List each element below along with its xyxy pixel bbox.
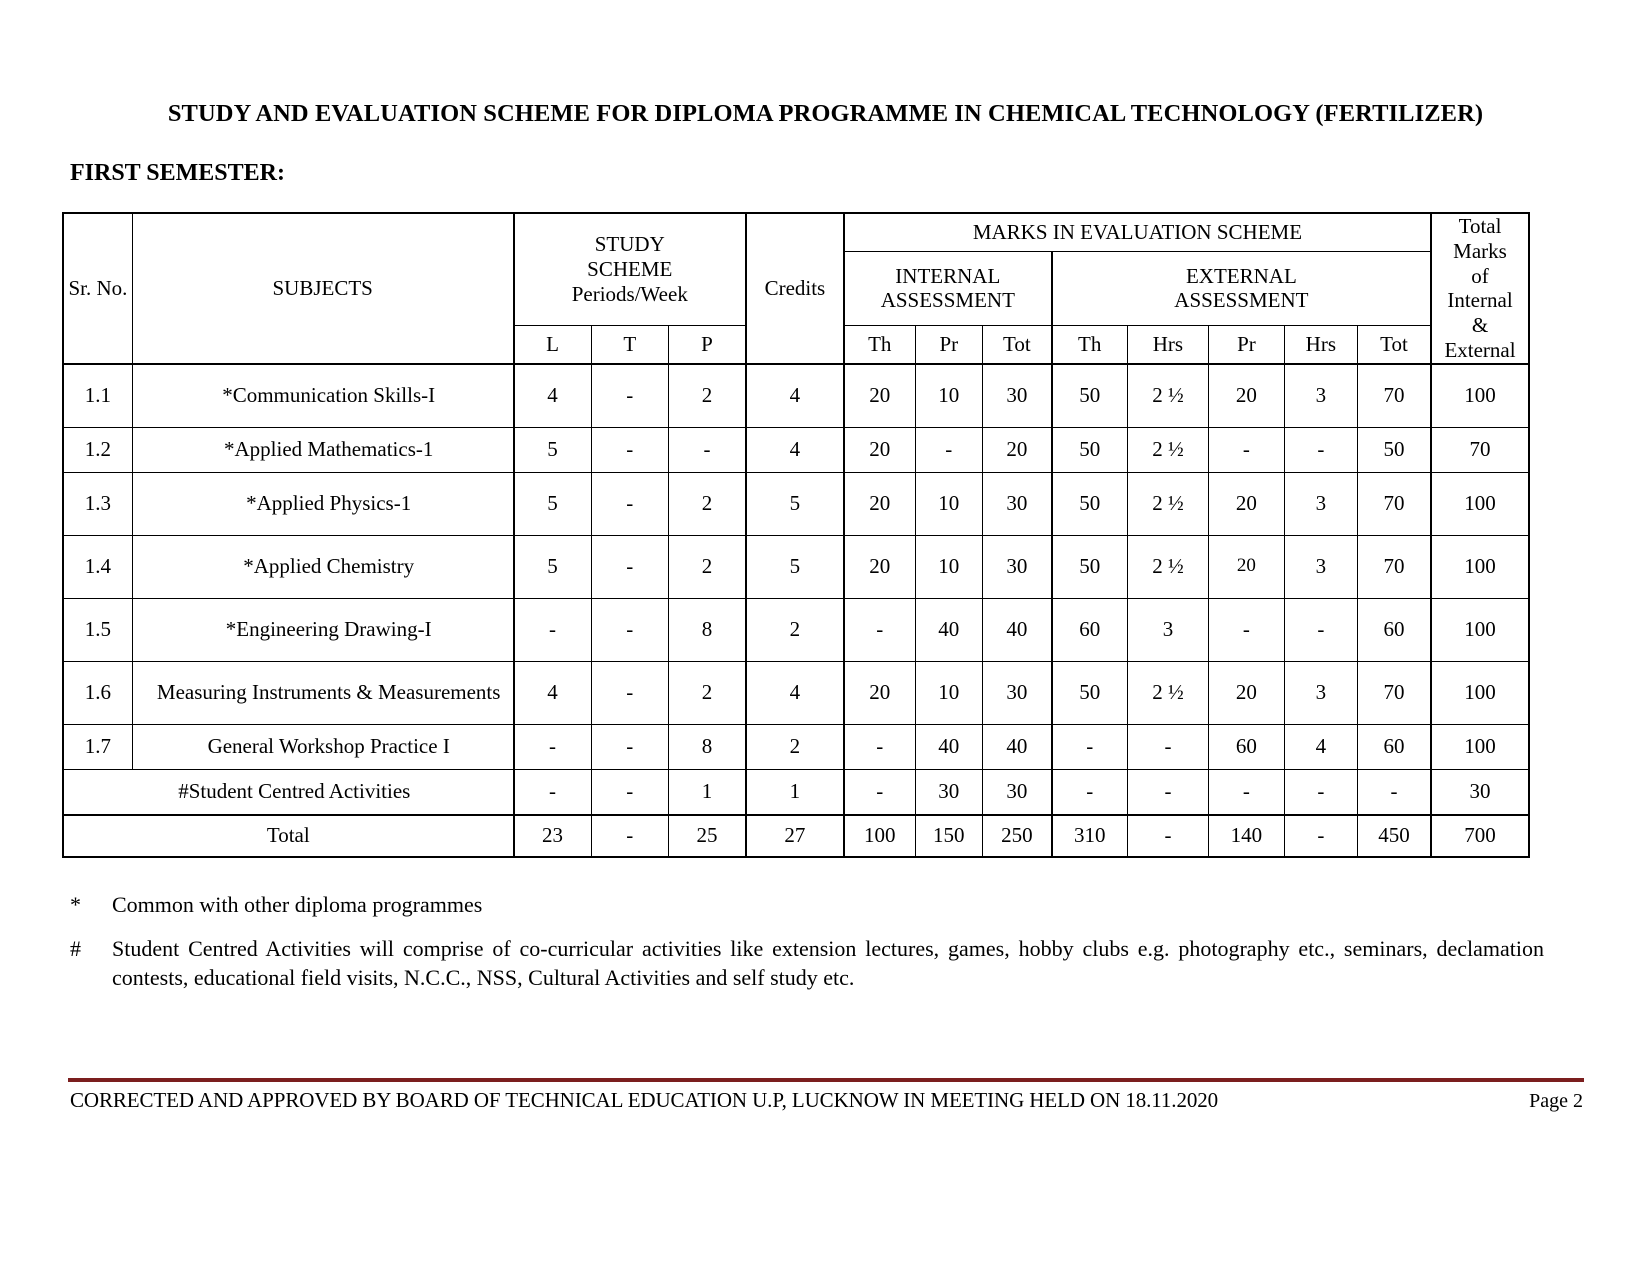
- cell-subject: #Student Centred Activities: [63, 769, 514, 815]
- header-credits: Credits: [746, 213, 844, 364]
- cell-credits: 1: [746, 769, 844, 815]
- cell-subject: *Applied Mathematics-1: [132, 427, 513, 472]
- cell-external-pr: -: [1209, 769, 1284, 815]
- cell-sr-no: 1.2: [63, 427, 132, 472]
- cell-credits: 4: [746, 427, 844, 472]
- cell-internal-pr: 40: [915, 724, 982, 769]
- header-periods-T: T: [591, 325, 668, 363]
- footnote-asterisk-marker: *: [70, 892, 81, 917]
- cell-external-tot: 70: [1358, 364, 1431, 428]
- cell-internal-pr: 30: [915, 769, 982, 815]
- header-periods-P: P: [669, 325, 746, 363]
- cell-periods-L: 5: [514, 472, 591, 535]
- total-row: [63, 815, 1529, 857]
- cell-subject: *Engineering Drawing-I: [132, 598, 513, 661]
- cell-internal-tot: 30: [982, 535, 1051, 598]
- cell-periods-T: -: [591, 661, 668, 724]
- header-sr-no: Sr. No.: [63, 213, 132, 364]
- cell-internal-th: 20: [844, 535, 915, 598]
- cell-periods-L: 5: [514, 427, 591, 472]
- cell-internal-tot: 40: [982, 598, 1051, 661]
- cell-sr-no: 1.1: [63, 364, 132, 428]
- page-title: STUDY AND EVALUATION SCHEME FOR DIPLOMA PROGRAMME IN CHEMICAL TECHNOLOGY (FERTILIZER): [167, 100, 1484, 127]
- cell-sr-no: 1.5: [63, 598, 132, 661]
- cell-external-hrs-1: 3: [1127, 598, 1209, 661]
- cell-external-tot: 60: [1358, 598, 1431, 661]
- cell-sr-no: 1.6: [63, 661, 132, 724]
- cell-internal-tot: 30: [982, 364, 1051, 428]
- table-row: [63, 535, 1529, 598]
- footnote-hash-marker: #: [70, 936, 81, 961]
- cell-credits: 2: [746, 598, 844, 661]
- footnote-hash: [70, 934, 1552, 993]
- table-row: [63, 472, 1529, 535]
- cell-total-marks: 100: [1431, 661, 1529, 724]
- cell-total-marks: 700: [1431, 815, 1529, 857]
- cell-external-tot: 70: [1358, 661, 1431, 724]
- cell-total-label: Total: [63, 815, 514, 857]
- cell-credits: 5: [746, 535, 844, 598]
- cell-periods-T: -: [591, 535, 668, 598]
- cell-internal-pr: 40: [915, 598, 982, 661]
- header-row-1: [63, 213, 1529, 251]
- cell-internal-th: -: [844, 724, 915, 769]
- cell-external-pr: 20: [1209, 364, 1284, 428]
- header-internal-pr: Pr: [915, 325, 982, 363]
- cell-internal-tot: 30: [982, 769, 1051, 815]
- header-external-tot: Tot: [1358, 325, 1431, 363]
- cell-subject: *Applied Physics-1: [132, 472, 513, 535]
- footer-divider: [68, 1078, 1584, 1082]
- cell-periods-P: 2: [669, 472, 746, 535]
- table-row: [63, 724, 1529, 769]
- cell-external-th: 50: [1052, 427, 1127, 472]
- cell-periods-L: -: [514, 598, 591, 661]
- cell-internal-th: -: [844, 769, 915, 815]
- cell-external-pr: 20: [1209, 661, 1284, 724]
- cell-periods-L: 4: [514, 364, 591, 428]
- cell-periods-L: -: [514, 724, 591, 769]
- cell-total-periods-T: -: [591, 815, 668, 857]
- cell-external-th: 50: [1052, 472, 1127, 535]
- cell-external-hrs-1: -: [1127, 769, 1209, 815]
- cell-periods-L: 4: [514, 661, 591, 724]
- semester-heading: FIRST SEMESTER:: [70, 160, 285, 186]
- cell-credits: 4: [746, 661, 844, 724]
- cell-total-marks: 100: [1431, 598, 1529, 661]
- cell-external-hrs-1: 2 ½: [1127, 472, 1209, 535]
- footnote-hash-text: Student Centred Activities will comprise of co-curricular activities like extension lectures, games, hobby clubs e.g. photography etc., seminars, declamation contests, educational field visits, N.C.C., NSS, Cultural Activities and self study etc.: [112, 936, 1544, 991]
- cell-periods-T: -: [591, 427, 668, 472]
- cell-periods-T: -: [591, 724, 668, 769]
- cell-total-marks: 100: [1431, 724, 1529, 769]
- table-body: [63, 364, 1529, 857]
- cell-sr-no: 1.4: [63, 535, 132, 598]
- cell-external-pr: -: [1209, 427, 1284, 472]
- cell-external-pr: 20: [1209, 472, 1284, 535]
- cell-periods-T: -: [591, 769, 668, 815]
- cell-sr-no: 1.7: [63, 724, 132, 769]
- header-internal-th: Th: [844, 325, 915, 363]
- cell-external-hrs-1: 2 ½: [1127, 661, 1209, 724]
- cell-internal-pr: 10: [915, 364, 982, 428]
- cell-external-hrs-2: -: [1284, 769, 1357, 815]
- cell-external-hrs-2: 3: [1284, 661, 1357, 724]
- footnote-asterisk: [70, 890, 1550, 919]
- cell-subject: Measuring Instruments & Measurements: [132, 661, 513, 724]
- cell-internal-pr: 10: [915, 472, 982, 535]
- cell-periods-L: 5: [514, 535, 591, 598]
- cell-external-hrs-1: 2 ½: [1127, 427, 1209, 472]
- cell-total-external-pr: 140: [1209, 815, 1284, 857]
- cell-external-th: -: [1052, 724, 1127, 769]
- cell-internal-th: -: [844, 598, 915, 661]
- cell-internal-tot: 40: [982, 724, 1051, 769]
- table-row: [63, 427, 1529, 472]
- cell-total-internal-tot: 250: [982, 815, 1051, 857]
- header-internal-assessment: INTERNAL ASSESSMENT: [844, 251, 1052, 325]
- cell-total-periods-L: 23: [514, 815, 591, 857]
- cell-total-marks: 70: [1431, 427, 1529, 472]
- table-header: [63, 213, 1529, 364]
- cell-external-hrs-2: 4: [1284, 724, 1357, 769]
- cell-external-pr: 60: [1209, 724, 1284, 769]
- footer-approval-text: CORRECTED AND APPROVED BY BOARD OF TECHNICAL EDUCATION U.P, LUCKNOW IN MEETING HELD ON 18.11.2020: [70, 1088, 1219, 1112]
- cell-internal-tot: 30: [982, 472, 1051, 535]
- cell-external-th: 50: [1052, 364, 1127, 428]
- header-periods-L: L: [514, 325, 591, 363]
- cell-external-tot: 60: [1358, 724, 1431, 769]
- cell-periods-T: -: [591, 364, 668, 428]
- cell-external-th: 50: [1052, 535, 1127, 598]
- cell-internal-pr: 10: [915, 661, 982, 724]
- cell-internal-pr: -: [915, 427, 982, 472]
- cell-periods-P: 8: [669, 724, 746, 769]
- cell-subject: *Communication Skills-I: [132, 364, 513, 428]
- cell-total-external-tot: 450: [1358, 815, 1431, 857]
- cell-internal-th: 20: [844, 472, 915, 535]
- cell-total-external-hrs-1: -: [1127, 815, 1209, 857]
- cell-credits: 4: [746, 364, 844, 428]
- cell-total-credits: 27: [746, 815, 844, 857]
- cell-internal-th: 20: [844, 364, 915, 428]
- cell-external-tot: 50: [1358, 427, 1431, 472]
- cell-external-th: 50: [1052, 661, 1127, 724]
- header-external-assessment: EXTERNAL ASSESSMENT: [1052, 251, 1431, 325]
- header-external-hrs-2: Hrs: [1284, 325, 1357, 363]
- cell-total-external-hrs-2: -: [1284, 815, 1357, 857]
- cell-periods-P: 2: [669, 661, 746, 724]
- cell-total-periods-P: 25: [669, 815, 746, 857]
- cell-total-external-th: 310: [1052, 815, 1127, 857]
- cell-periods-P: 1: [669, 769, 746, 815]
- footer-page-number: Page 2: [1529, 1090, 1583, 1112]
- header-total-marks: Total Marks of Internal & External: [1431, 213, 1529, 364]
- table-row: [63, 598, 1529, 661]
- cell-external-tot: 70: [1358, 472, 1431, 535]
- student-centred-activities-row: [63, 769, 1529, 815]
- cell-external-hrs-2: -: [1284, 598, 1357, 661]
- cell-total-internal-pr: 150: [915, 815, 982, 857]
- header-study-scheme: STUDY SCHEME Periods/Week: [514, 213, 746, 325]
- cell-subject: *Applied Chemistry: [132, 535, 513, 598]
- cell-total-internal-th: 100: [844, 815, 915, 857]
- header-internal-tot: Tot: [982, 325, 1051, 363]
- cell-sr-no: 1.3: [63, 472, 132, 535]
- cell-external-th: 60: [1052, 598, 1127, 661]
- table-row: [63, 661, 1529, 724]
- cell-external-hrs-1: 2 ½: [1127, 535, 1209, 598]
- cell-external-pr: -: [1209, 598, 1284, 661]
- cell-external-hrs-2: 3: [1284, 364, 1357, 428]
- header-subjects: SUBJECTS: [132, 213, 513, 364]
- cell-subject: General Workshop Practice I: [132, 724, 513, 769]
- cell-periods-T: -: [591, 472, 668, 535]
- cell-internal-tot: 30: [982, 661, 1051, 724]
- cell-internal-pr: 10: [915, 535, 982, 598]
- header-external-hrs-1: Hrs: [1127, 325, 1209, 363]
- cell-periods-P: 2: [669, 535, 746, 598]
- cell-external-tot: -: [1358, 769, 1431, 815]
- cell-external-tot: 70: [1358, 535, 1431, 598]
- cell-total-marks: 100: [1431, 535, 1529, 598]
- cell-external-hrs-2: 3: [1284, 472, 1357, 535]
- cell-external-hrs-2: -: [1284, 427, 1357, 472]
- cell-external-hrs-1: -: [1127, 724, 1209, 769]
- cell-periods-P: 8: [669, 598, 746, 661]
- cell-periods-P: -: [669, 427, 746, 472]
- cell-credits: 2: [746, 724, 844, 769]
- cell-credits: 5: [746, 472, 844, 535]
- cell-periods-L: -: [514, 769, 591, 815]
- cell-periods-P: 2: [669, 364, 746, 428]
- cell-internal-tot: 20: [982, 427, 1051, 472]
- cell-external-th: -: [1052, 769, 1127, 815]
- cell-external-pr: 20: [1209, 535, 1284, 598]
- header-marks-in-evaluation-scheme: MARKS IN EVALUATION SCHEME: [844, 213, 1431, 251]
- cell-total-marks: 100: [1431, 364, 1529, 428]
- cell-internal-th: 20: [844, 661, 915, 724]
- cell-total-marks: 30: [1431, 769, 1529, 815]
- study-evaluation-scheme-table: [62, 212, 1530, 858]
- footnote-asterisk-text: Common with other diploma programmes: [112, 892, 483, 917]
- cell-internal-th: 20: [844, 427, 915, 472]
- header-external-pr: Pr: [1209, 325, 1284, 363]
- cell-periods-T: -: [591, 598, 668, 661]
- header-external-th: Th: [1052, 325, 1127, 363]
- cell-external-hrs-1: 2 ½: [1127, 364, 1209, 428]
- cell-external-hrs-2: 3: [1284, 535, 1357, 598]
- table-row: [63, 364, 1529, 428]
- cell-total-marks: 100: [1431, 472, 1529, 535]
